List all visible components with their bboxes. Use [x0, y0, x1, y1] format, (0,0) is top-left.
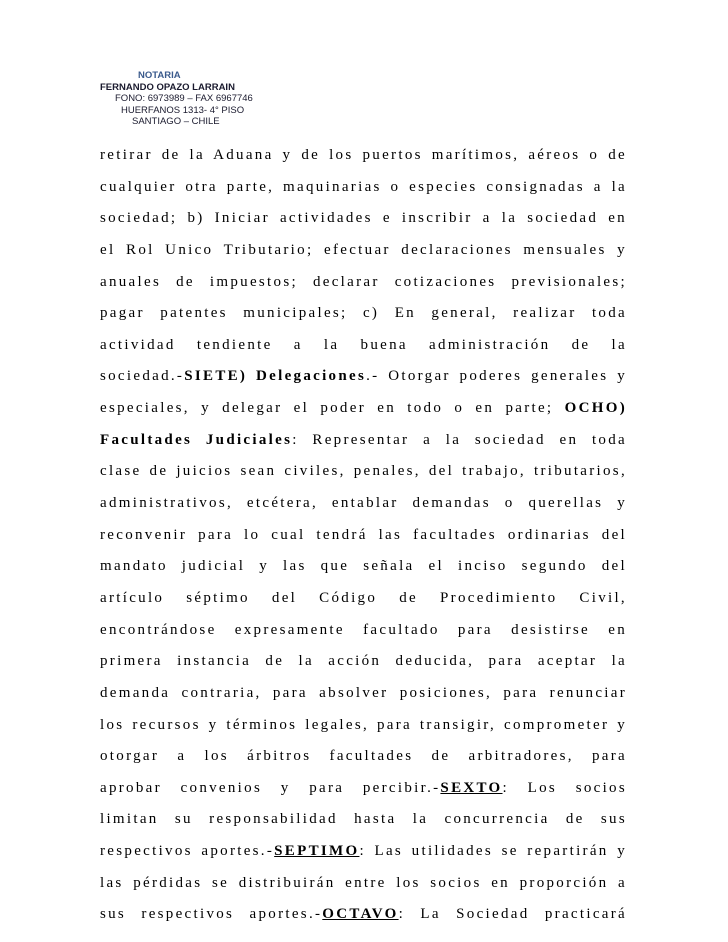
line-text: aprobar convenios y para percibir.- [100, 779, 441, 796]
text-line [100, 583, 627, 615]
text-line [100, 899, 627, 931]
line-text: mandato judicial y las que señala el inciso segundo del [100, 558, 627, 575]
notary-label: NOTARIA [138, 70, 181, 81]
clause-heading-octavo: OCTAVO [322, 906, 399, 923]
clause-heading-septimo: SEPTIMO [274, 843, 360, 860]
text-line [100, 361, 627, 393]
text-line [100, 235, 627, 267]
line-text: artículo séptimo del Código de Procedimiento Civil, [100, 589, 627, 606]
line-text: pagar patentes municipales; c) En general, realizar toda [100, 305, 627, 322]
line-text: retirar de la Aduana y de los puertos marítimos, aéreos o de [100, 147, 627, 163]
line-text: encontrándose expresamente facultado para desistirse en [100, 621, 627, 638]
clause-heading-siete: SIETE) Delegaciones [184, 368, 367, 385]
line-text: especiales, y delegar el poder en todo o en parte; [100, 400, 565, 417]
text-line [100, 868, 627, 900]
text-line [100, 551, 627, 583]
text-line [100, 425, 627, 457]
notary-address: HUERFANOS 1313- 4° PISO [121, 104, 245, 116]
clause-heading-ocho: OCHO) [564, 400, 627, 417]
notary-name: FERNANDO OPAZO LARRAIN [100, 81, 235, 93]
line-text: sociedad; b) Iniciar actividades e inscribir a la sociedad en [100, 210, 627, 227]
text-line [100, 741, 627, 773]
text-line [100, 836, 627, 868]
text-line [100, 804, 627, 836]
line-text: : Representar a la sociedad en toda [292, 431, 627, 448]
text-line [100, 615, 627, 647]
text-line [100, 393, 627, 425]
clause-heading-sexto: SEXTO [440, 779, 503, 796]
line-text: .- Otorgar poderes generales y [366, 368, 627, 385]
text-line [100, 773, 627, 805]
text-line [100, 488, 627, 520]
text-line [100, 140, 627, 172]
notary-phone: FONO: 6973989 – FAX 6967746 [115, 93, 253, 104]
line-text: administrativos, etcétera, entablar demandas o querellas y [100, 495, 627, 512]
line-text: : Los socios [502, 779, 627, 796]
text-line [100, 678, 627, 710]
line-text: otorgar a los árbitros facultades de arbitradores, para [100, 748, 627, 765]
line-text: el Rol Unico Tributario; efectuar declaraciones mensuales y [100, 241, 627, 258]
notary-letterhead [100, 70, 260, 128]
line-text: sus respectivos aportes.- [100, 906, 323, 923]
clause-heading-facultades: Facultades Judiciales [100, 431, 293, 448]
text-line [100, 172, 627, 204]
line-text: respectivos aportes.- [100, 843, 275, 860]
text-line [100, 710, 627, 742]
line-text: reconvenir para lo cual tendrá las facultades ordinarias del [100, 526, 627, 543]
line-text: clase de juicios sean civiles, penales, del trabajo, tributarios, [100, 463, 627, 480]
line-text: los recursos y términos legales, para transigir, comprometer y [100, 716, 627, 733]
notary-city: SANTIAGO – CHILE [132, 116, 220, 127]
line-text: demanda contraria, para absolver posiciones, para renunciar [100, 684, 627, 701]
line-text: : La Sociedad practicará [398, 906, 627, 923]
text-line [100, 646, 627, 678]
line-text: anuales de impuestos; declarar cotizaciones previsionales; [100, 273, 627, 290]
text-line [100, 298, 627, 330]
document-body [100, 140, 627, 931]
text-line [100, 330, 627, 362]
line-text: primera instancia de la acción deducida, para aceptar la [100, 653, 627, 670]
line-text: cualquier otra parte, maquinarias o especies consignadas a la [100, 178, 627, 195]
text-line [100, 456, 627, 488]
line-text: : Las utilidades se repartirán y [359, 843, 627, 860]
line-text: actividad tendiente a la buena administración de la [100, 336, 627, 353]
text-line [100, 520, 627, 552]
text-line [100, 267, 627, 299]
line-text: sociedad.- [100, 368, 185, 385]
text-line [100, 203, 627, 235]
line-text: limitan su responsabilidad hasta la concurrencia de sus [100, 811, 627, 828]
line-text: las pérdidas se distribuirán entre los socios en proporción a [100, 874, 627, 891]
